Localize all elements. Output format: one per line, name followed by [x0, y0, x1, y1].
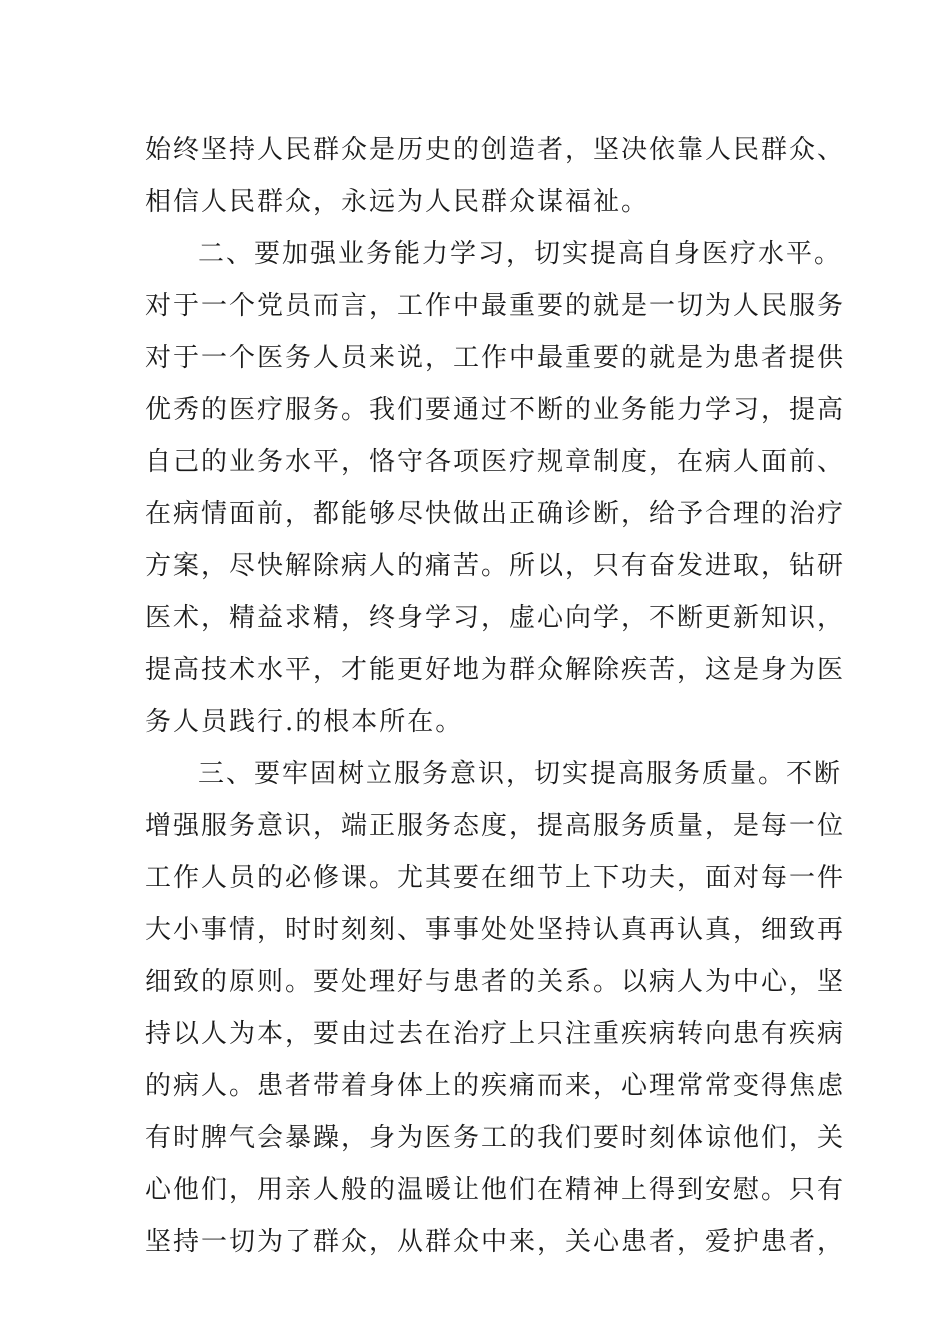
- text-line-7: 自己的业务水平，恪守各项医疗规章制度，在病人面前、: [145, 447, 846, 477]
- text-line-12: 务人员践行.的根本所在。: [145, 707, 464, 737]
- text-line-18: 持以人为本，要由过去在治疗上只注重疾病转向患有疾病: [145, 1019, 846, 1049]
- text-line-6: 优秀的医疗服务。我们要通过不断的业务能力学习，提高: [145, 395, 846, 425]
- text-line-11: 提高技术水平，才能更好地为群众解除疾苦，这是身为医: [145, 655, 846, 685]
- text-line-9: 方案，尽快解除病人的痛苦。所以，只有奋发进取，钻研: [145, 551, 846, 581]
- text-line-5: 对于一个医务人员来说，工作中最重要的就是为患者提供: [145, 343, 846, 373]
- paragraph-3-heading: 三、要牢固树立服务意识，切实提高服务质量。不断: [198, 759, 843, 789]
- text-line-8: 在病情面前，都能够尽快做出正确诊断，给予合理的治疗: [145, 499, 846, 529]
- text-line-22: 坚持一切为了群众，从群众中来，关心患者，爱护患者，: [145, 1227, 846, 1257]
- text-line-4: 对于一个党员而言，工作中最重要的就是一切为人民服务: [145, 291, 846, 321]
- text-line-10: 医术，精益求精，终身学习，虚心向学，不断更新知识，: [145, 603, 846, 633]
- text-line-2: 相信人民群众，永远为人民群众谋福祉。: [145, 187, 650, 217]
- text-line-1: 始终坚持人民群众是历史的创造者，坚决依靠人民群众、: [145, 135, 846, 165]
- text-line-17: 细致的原则。要处理好与患者的关系。以病人为中心，坚: [145, 967, 846, 997]
- text-line-19: 的病人。患者带着身体上的疾痛而来，心理常常变得焦虑: [145, 1071, 846, 1101]
- text-line-21: 心他们，用亲人般的温暖让他们在精神上得到安慰。只有: [145, 1175, 846, 1205]
- paragraph-2-heading: 二、要加强业务能力学习，切实提高自身医疗水平。: [198, 239, 843, 269]
- text-line-16: 大小事情，时时刻刻、事事处处坚持认真再认真，细致再: [145, 915, 846, 945]
- text-line-20: 有时脾气会暴躁，身为医务工的我们要时刻体谅他们，关: [145, 1123, 846, 1153]
- text-line-14: 增强服务意识，端正服务态度，提高服务质量，是每一位: [145, 811, 846, 841]
- text-line-15: 工作人员的必修课。尤其要在细节上下功夫，面对每一件: [145, 863, 846, 893]
